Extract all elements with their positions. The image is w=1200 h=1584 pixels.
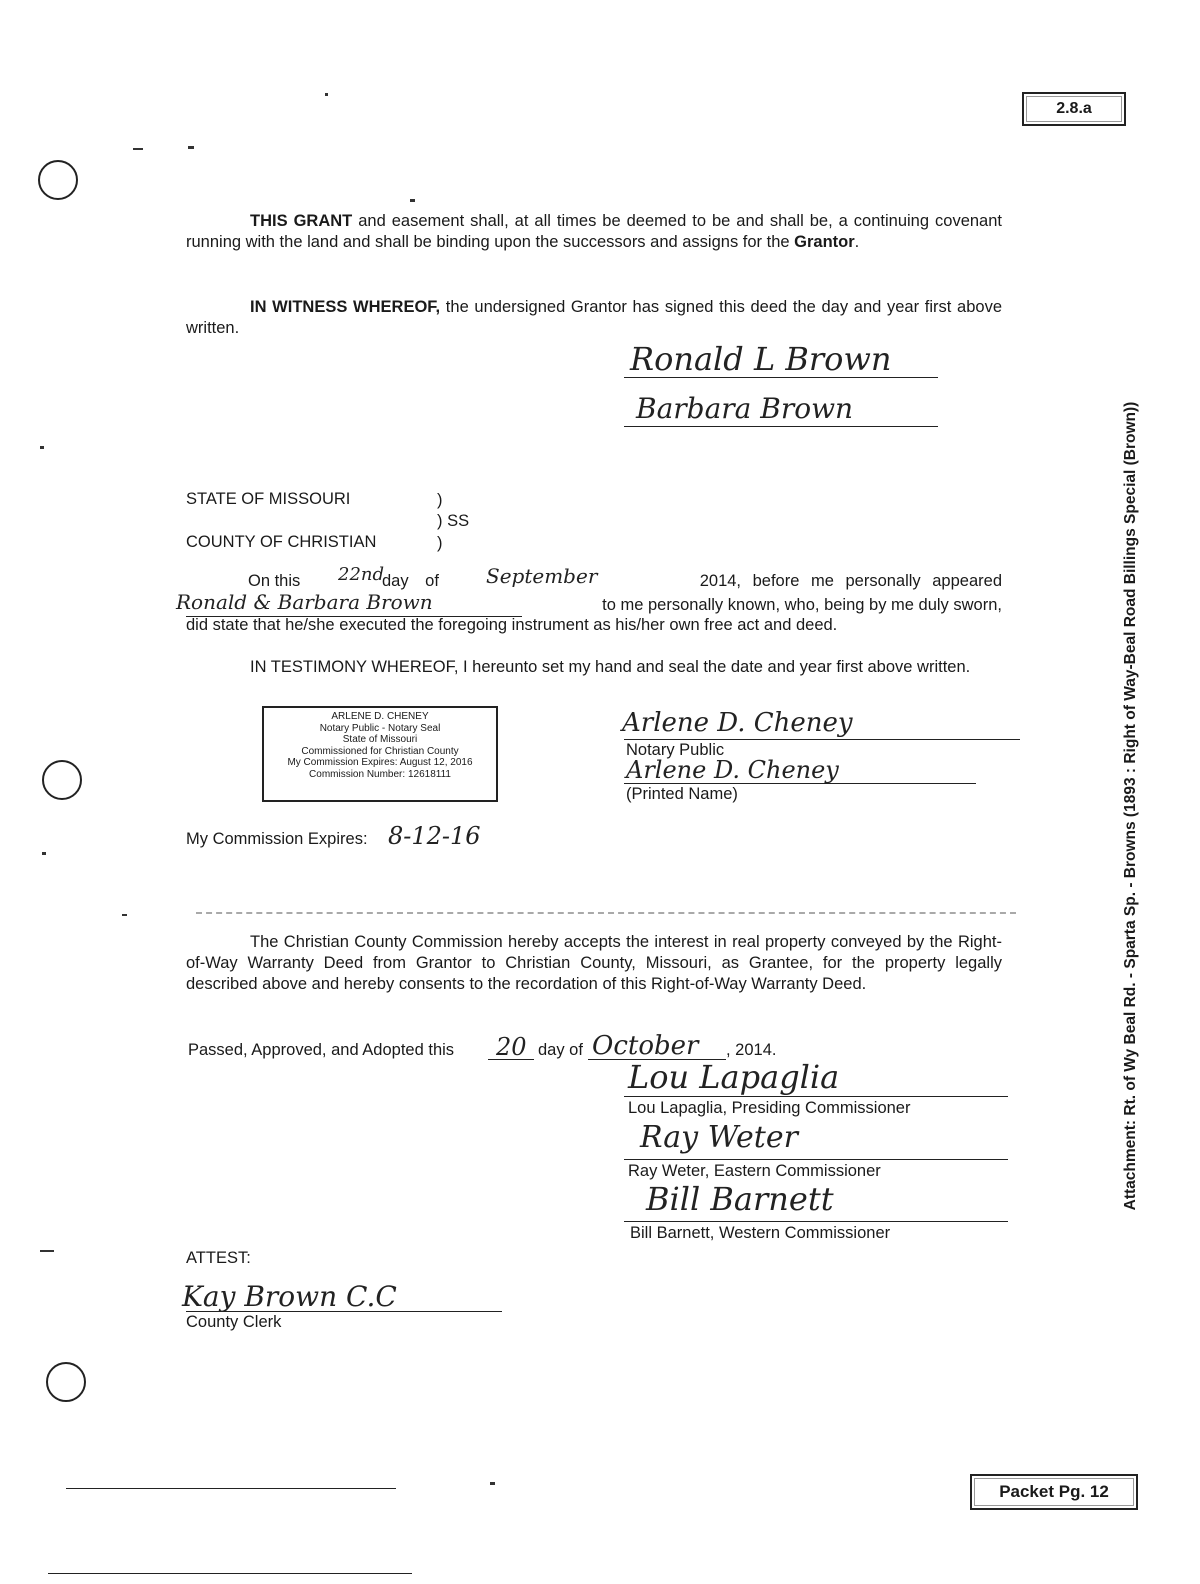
- page-ref-badge: 2.8.a: [1022, 92, 1126, 126]
- grant-body: and easement shall, at all times be deemed to be and shall be, a continuing covenant running with the land and shall be binding upon the successors and assigns for the: [186, 212, 1002, 251]
- adopted-prefix: Passed, Approved, and Adopted this: [188, 1041, 455, 1059]
- ack-hand-names: Ronald & Barbara Brown: [176, 590, 433, 614]
- stamp-line: ARLENE D. CHENEY: [331, 711, 429, 722]
- witness-paragraph: [186, 297, 1002, 339]
- commissioner-line-3: [624, 1221, 1008, 1222]
- venue-ss: ) SS: [437, 512, 470, 530]
- commissioner-title-3: Bill Barnett, Western Commissioner: [630, 1224, 891, 1242]
- venue-county: COUNTY OF CHRISTIAN: [186, 533, 377, 551]
- adopted-day-line: [488, 1059, 534, 1060]
- scan-speck: [133, 148, 143, 150]
- commissioner-title-1: Lou Lapaglia, Presiding Commissioner: [628, 1099, 911, 1117]
- ack-day-of: day of: [382, 572, 439, 590]
- punch-hole-bottom: [46, 1362, 86, 1402]
- commissioner-line-2: [624, 1159, 1008, 1160]
- scan-speck: [122, 914, 127, 916]
- stamp-line: Commission Number: 12618111: [309, 768, 451, 780]
- venue-paren-1: ): [437, 491, 443, 509]
- notary-printed-name: Arlene D. Cheney: [626, 756, 839, 784]
- ack-hand-month: September: [486, 564, 598, 588]
- grant-paragraph: [186, 211, 1002, 253]
- notary-seal-stamp: [262, 706, 498, 802]
- stamp-line: State of Missouri: [342, 734, 418, 745]
- grant-tail: .: [854, 233, 860, 251]
- clerk-signature-line: [186, 1311, 502, 1312]
- commissioner-signature-2: Ray Weter: [640, 1120, 798, 1155]
- grantor-signature-2: Barbara Brown: [636, 392, 854, 425]
- county-clerk-label: County Clerk: [186, 1313, 282, 1331]
- ack-line-2: [176, 590, 1002, 618]
- stamp-line: My Commission Expires: August 12, 2016: [287, 757, 473, 768]
- clerk-signature: Kay Brown C.C: [182, 1280, 397, 1313]
- grant-lead: THIS GRANT: [250, 212, 353, 230]
- scan-speck: [188, 146, 194, 149]
- grant-end: Grantor: [794, 233, 855, 251]
- adopted-hand-day: 20: [496, 1033, 527, 1061]
- grantor-signature-1: Ronald L Brown: [630, 340, 892, 378]
- scan-dash-row: [196, 912, 1016, 918]
- adopted-year: , 2014.: [726, 1041, 777, 1059]
- commissioner-line-1: [624, 1096, 1008, 1097]
- scan-speck: [325, 93, 328, 96]
- ack-hand-day: 22nd: [338, 564, 385, 585]
- attachment-side-label: Attachment: Rt. of Wy Beal Rd. - Sparta Sp. - Browns (1893 : Right of Way-Beal Road Billings Special (Brown)): [1122, 401, 1139, 1211]
- notary-public-label: Notary Public: [626, 741, 725, 759]
- notary-signature-line: [624, 739, 1020, 740]
- notary-signature: Arlene D. Cheney: [622, 708, 853, 738]
- grantor-signature-line-2: [624, 426, 938, 427]
- punch-hole-middle: [42, 760, 82, 800]
- stamp-line: Commissioned for Christian County: [301, 745, 459, 757]
- witness-body: the undersigned Grantor has signed this deed the day and year first above written.: [186, 298, 1002, 337]
- scan-speck: [40, 1250, 54, 1252]
- grantor-signature-line-1: [624, 377, 938, 378]
- testimony-paragraph: IN TESTIMONY WHEREOF, I hereunto set my hand and seal the date and year first above written.: [250, 658, 971, 676]
- commissioner-title-2: Ray Weter, Eastern Commissioner: [628, 1162, 881, 1180]
- ack-year: 2014, before me personally appeared: [699, 572, 1002, 590]
- commissioner-signature-1: Lou Lapaglia: [628, 1058, 840, 1096]
- scan-speck: [40, 446, 44, 449]
- attest-label: ATTEST:: [186, 1249, 251, 1267]
- witness-lead: IN WITNESS WHEREOF,: [250, 298, 441, 316]
- venue-paren-3: ): [437, 534, 443, 552]
- packet-page-badge: Packet Pg. 12: [970, 1474, 1138, 1510]
- bottom-rule-2: [48, 1573, 412, 1574]
- acceptance-paragraph: The Christian County Commission hereby accepts the interest in real property conveyed by the Right-of-Way Warranty Deed from Grantor to Christian County, Missouri, as Grantee, for the property legally described above and hereby consents to the recordation of this Right-of-Way Warranty Deed.: [186, 933, 1002, 993]
- ack-line2-tail: to me personally known, who, being by me duly sworn,: [602, 596, 1002, 614]
- scan-speck: [410, 199, 415, 202]
- adopted-day-of: day of: [538, 1041, 583, 1059]
- scan-speck: [42, 852, 46, 855]
- notary-printed-label: (Printed Name): [626, 785, 738, 803]
- venue-state: STATE OF MISSOURI: [186, 490, 351, 508]
- commissioner-signature-3: Bill Barnett: [646, 1180, 834, 1218]
- commission-expires-label: My Commission Expires:: [186, 830, 368, 848]
- ack-on-this: On this: [248, 572, 301, 590]
- bottom-rule-1: [66, 1488, 396, 1489]
- scan-speck: [490, 1482, 495, 1485]
- punch-hole-top: [38, 160, 78, 200]
- notary-printed-line: [624, 783, 976, 784]
- commission-expires-value: 8-12-16: [388, 822, 481, 850]
- ack-line-3: did state that he/she executed the foregoing instrument as his/her own free act and deed.: [186, 616, 838, 634]
- adopted-hand-month: October: [592, 1031, 699, 1061]
- stamp-line: Notary Public - Notary Seal: [319, 722, 441, 734]
